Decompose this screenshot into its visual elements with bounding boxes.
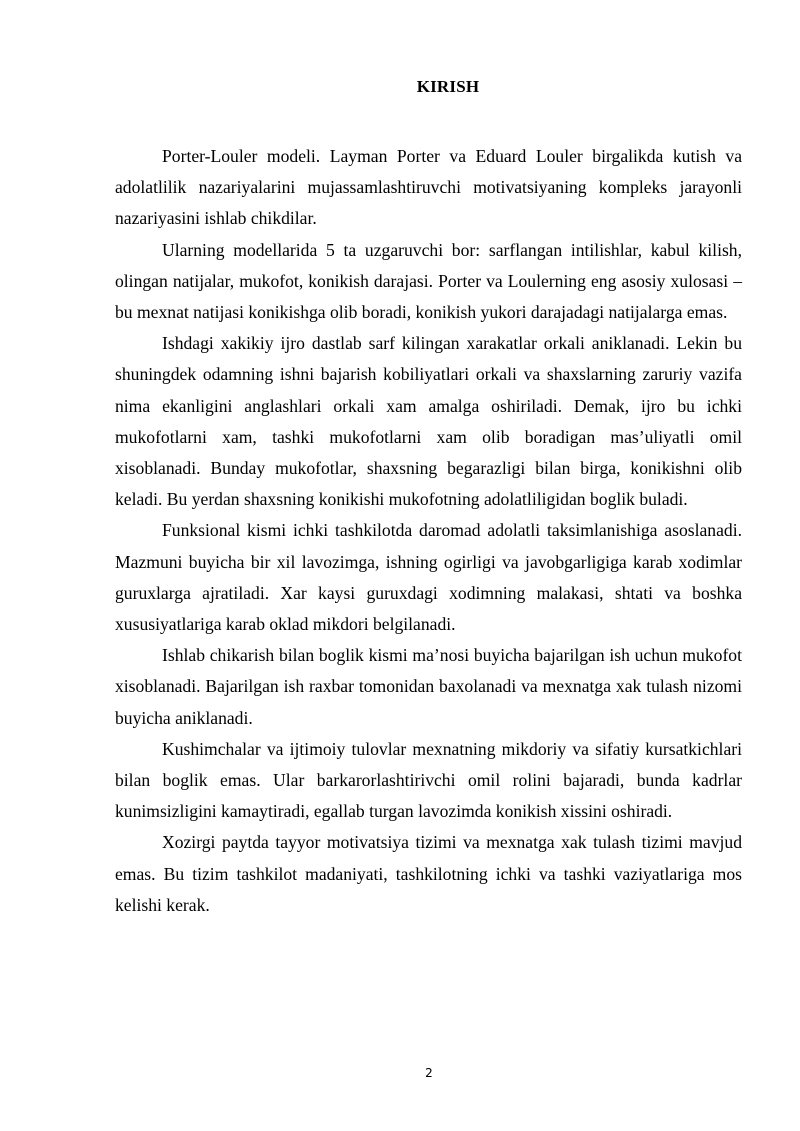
body-text [115,141,742,921]
paragraph-2: Ularning modellarida 5 ta uzgaruvchi bor: sarflangan intilishlar, kabul kilish, olingan natijalar, mukofot, konikish darajasi. Porter va Loulerning eng asosiy xulosasi – bu mexnat natijasi konikishga olib boradi, konikish yukori darajadagi natijalarga emas. [115,239,742,323]
section-heading: KIRISH [416,77,480,96]
paragraph-7: Xozirgi paytda tayyor motivatsiya tizimi va mexnatga xak tulash tizimi mavjud emas. Bu tizim tashkilot madaniyati, tashkilotning ichki va tashki vaziyatlariga mos kelishi kerak. [115,832,742,915]
paragraph-4: Funksional kismi ichki tashkilotda daromad adolatli taksimlanishiga asoslanadi. Mazmuni buyicha bir xil lavozimga, ishning ogirligi va javobgarligiga karab xodimlar guruxlarga ajratiladi. Xar kaysi guruxdagi xodimning malakasi, shtati va boshka xususiyatlariga karab oklad mikdori belgilanadi. [115,520,742,635]
paragraph-5: Ishlab chikarish bilan boglik kismi ma’nosi buyicha bajarilgan ish uchun mukofot xisoblanadi. Bajarilgan ish raxbar tomonidan baxolanadi va mexnatga xak tulash nizomi buyicha aniklanadi. [115,645,742,728]
page-number: 2 [425,1066,433,1080]
paragraph-3: Ishdagi xakikiy ijro dastlab sarf kilingan xarakatlar orkali aniklanadi. Lekin bu shuningdek odamning ishni bajarish kobiliyatlari orkali va shaxslarning zaruriy vazifa nima ekanligini anglashlari orkali xam amalga oshiriladi. Demak, ijro bu ichki mukofotlarni xam, tashki mukofotlarni xam olib boradigan mas’uliyatli omil xisoblanadi. Bunday mukofotlar, shaxsning begarazligi bilan birga, konikishni olib keladi. Bu yerdan shaxsning konikishi mukofotning adolatliligidan boglik buladi. [115,333,742,510]
paragraph-6: Kushimchalar va ijtimoiy tulovlar mexnatning mikdoriy va sifatiy kursatkichlari bilan boglik emas. Ular barkarorlashtirivchi omil rolini bajaradi, bunda kadrlar kunimsizligini kamaytiradi, egallab turgan lavozimda konikish xissini oshiradi. [115,738,742,822]
paragraph-1: Porter-Louler modeli. Layman Porter va Eduard Louler birgalikda kutish va adolatlilik nazariyalarini mujassamlashtiruvchi motivatsiyaning kompleks jarayonli nazariyasini ishlab chikdilar. [115,146,742,229]
